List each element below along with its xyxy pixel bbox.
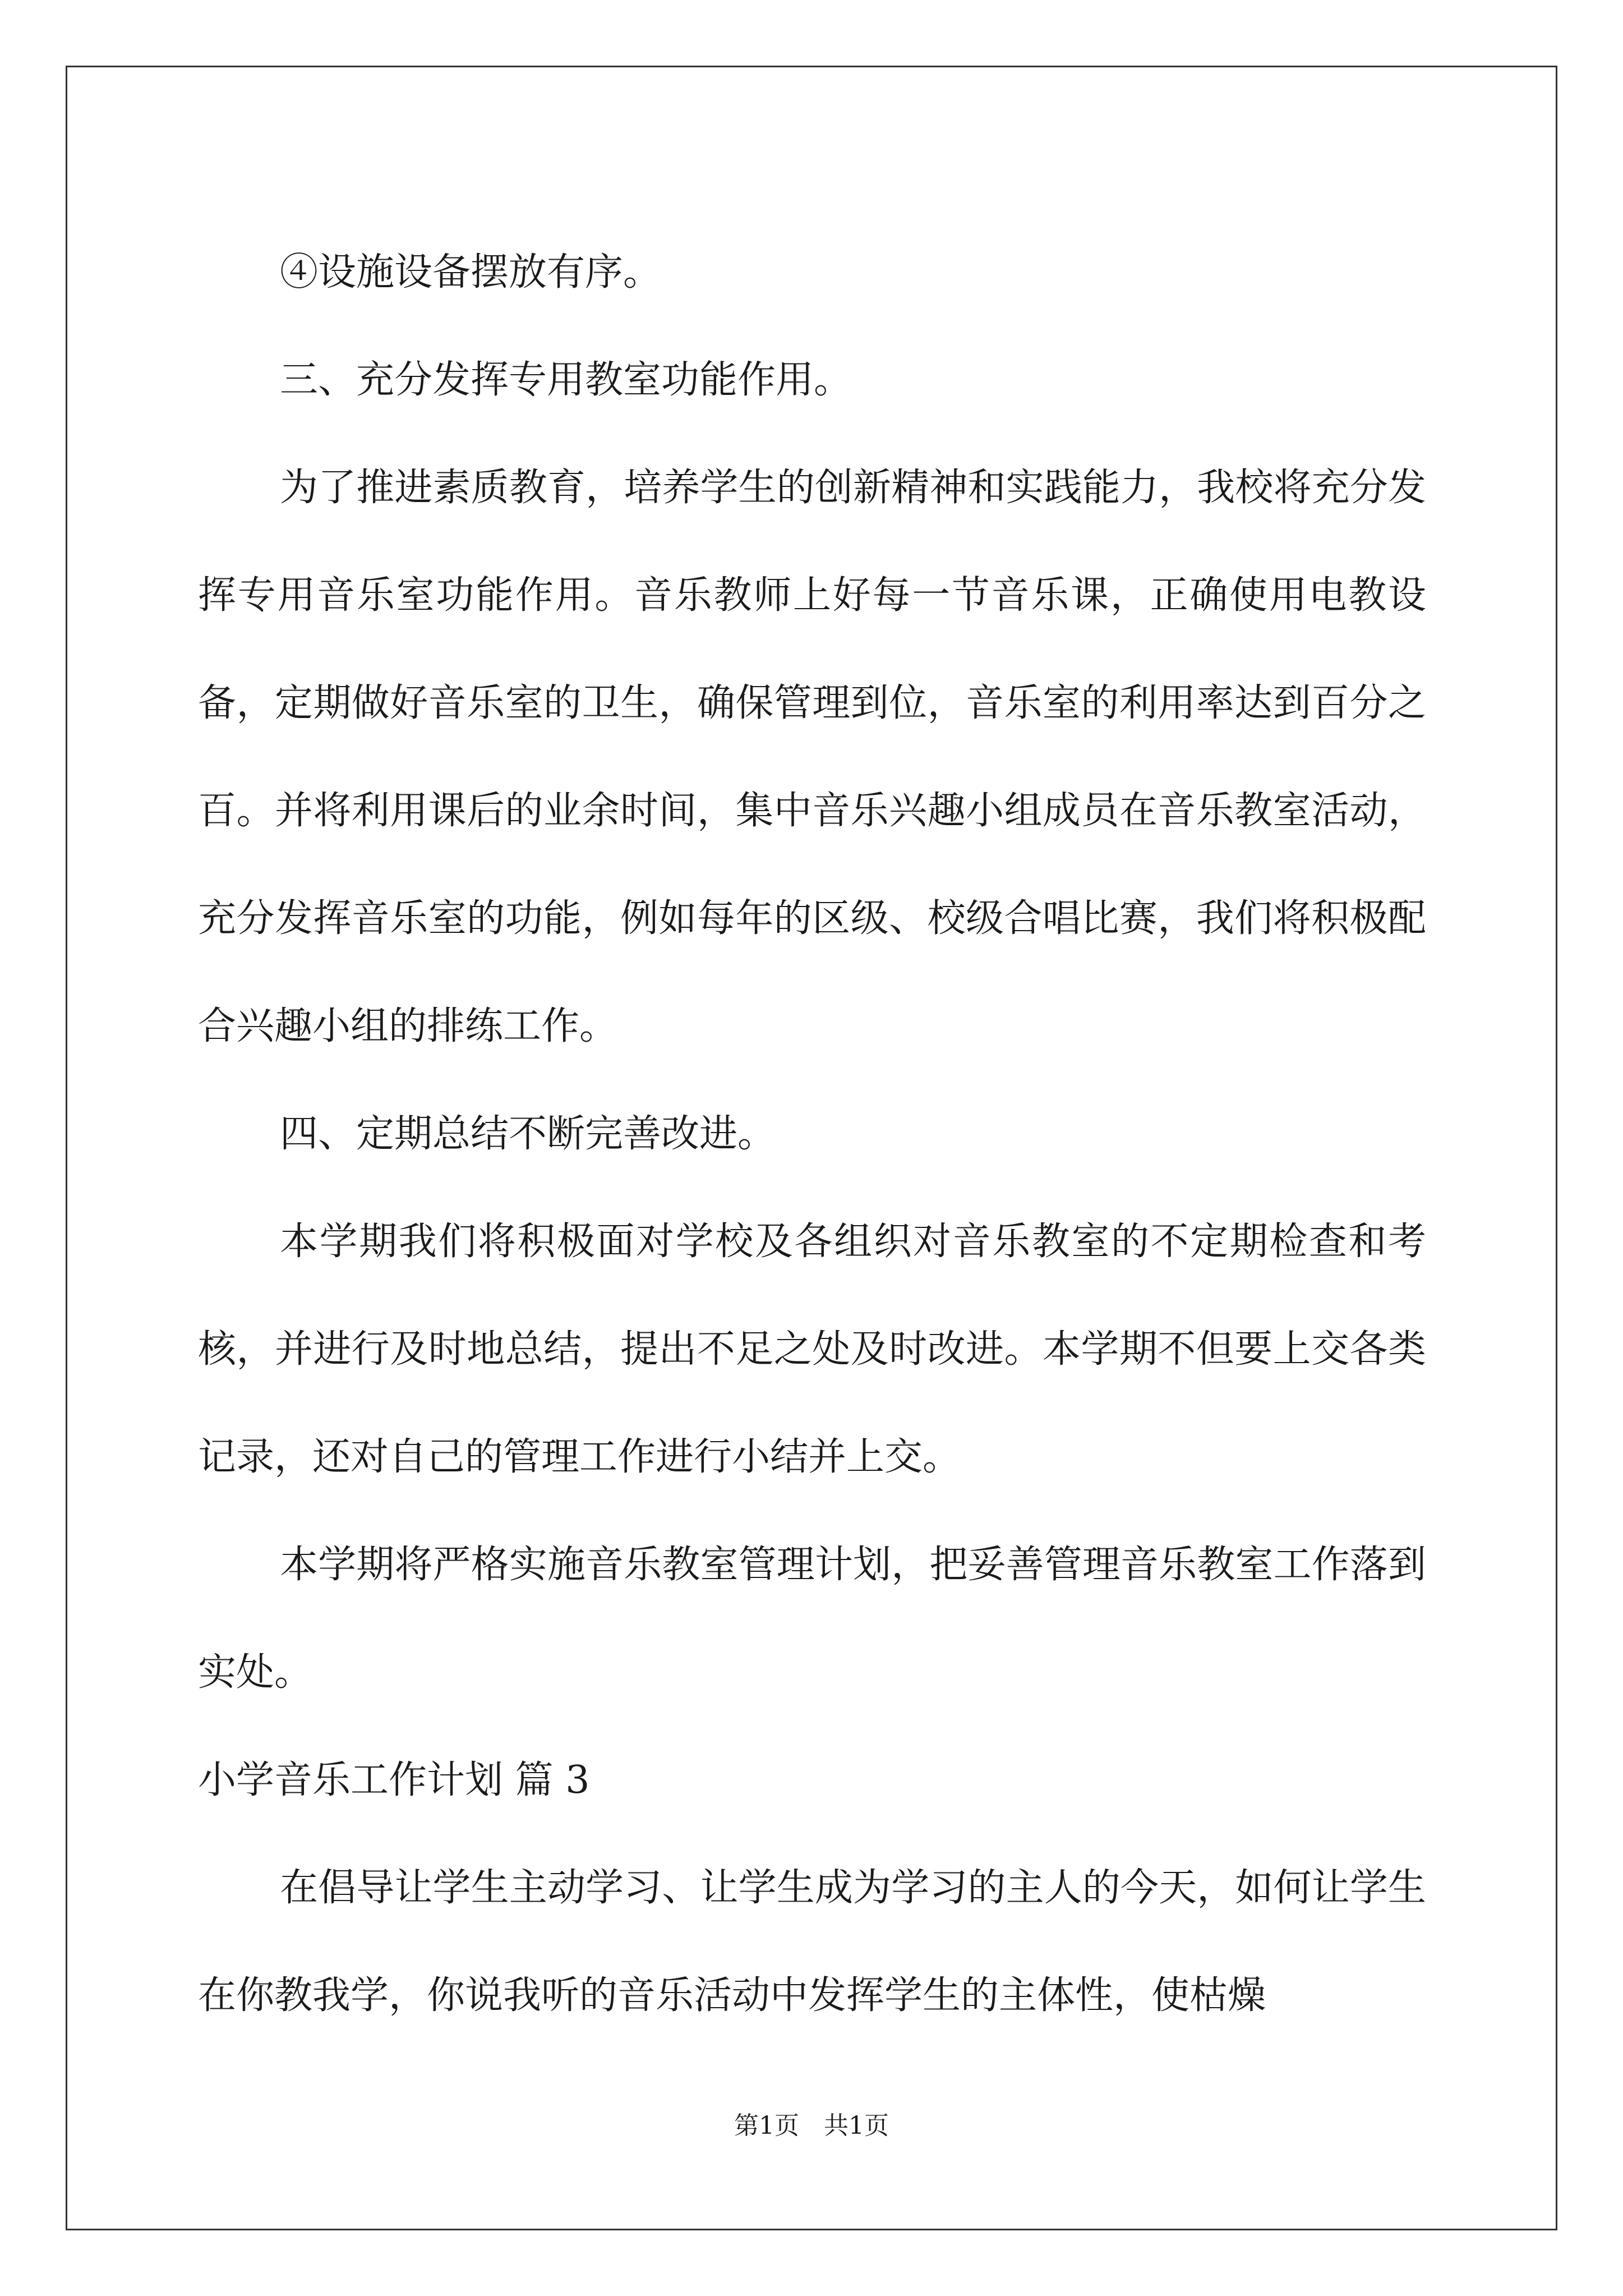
document-body [198, 219, 1426, 2050]
paragraph-student-initiative: 在倡导让学生主动学习、让学生成为学习的主人的今天，如何让学生在你教我学，你说我听的音乐活动中发挥学生的主体性，使枯燥 [198, 1866, 1426, 2018]
section-heading-3: 三、充分发挥专用教室功能作用。 [280, 358, 852, 402]
paragraph-music-room-function: 为了推进素质教育，培养学生的创新精神和实践能力，我校将充分发挥专用音乐室功能作用。音乐教师上好每一节音乐课，正确使用电教设备，定期做好音乐室的卫生，确保管理到位，音乐室的利用率达到百分之百。并将利用课后的业余时间，集中音乐兴趣小组成员在音乐教室活动，充分发挥音乐室的功能，例如每年的区级、校级合唱比赛，我们将积极配合兴趣小组的排练工作。 [198, 466, 1426, 1048]
paragraph-plan-implementation: 本学期将严格实施音乐教室管理计划，把妥善管理音乐教室工作落到实处。 [198, 1543, 1426, 1695]
paragraph-facility-order: ④设施设备摆放有序。 [280, 250, 662, 295]
paragraph-inspection-summary: 本学期我们将积极面对学校及各组织对音乐教室的不定期检查和考核，并进行及时地总结，提出不足之处及时改进。本学期不但要上交各类记录，还对自己的管理工作进行小结并上交。 [198, 1220, 1426, 1479]
article-title: 小学音乐工作计划 篇 3 [198, 1758, 590, 1802]
section-heading-4: 四、定期总结不断完善改进。 [280, 1112, 776, 1156]
page-number: 第1页 共1页 [734, 2111, 889, 2140]
